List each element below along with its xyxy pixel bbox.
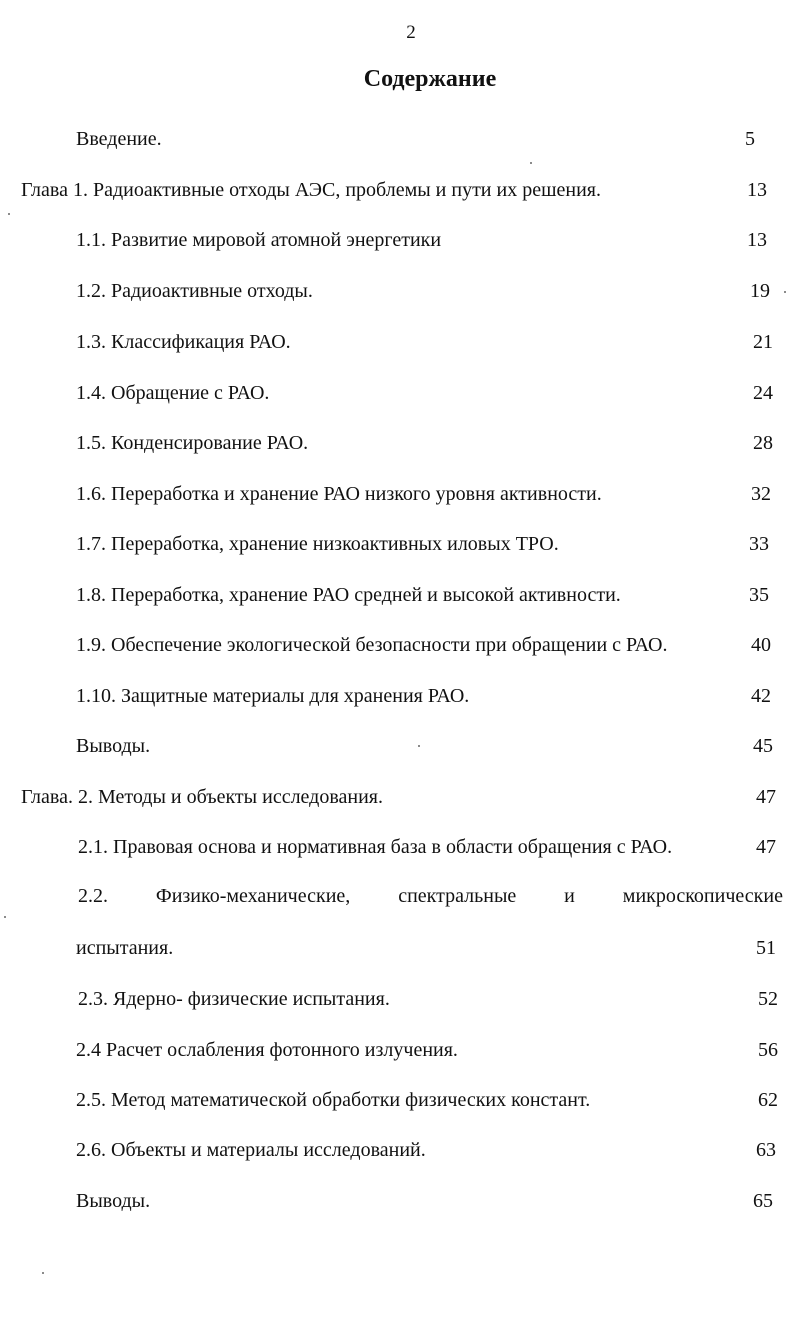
- toc-page-number: 5: [745, 128, 755, 150]
- toc-page-number: 19: [750, 280, 770, 302]
- toc-page-number: 65: [753, 1190, 773, 1212]
- scan-speck: [4, 916, 6, 918]
- toc-entry-1-7: 1.7. Переработка, хранение низкоактивных иловых ТРО.: [76, 533, 559, 555]
- toc-entry-1-9: 1.9. Обеспечение экологической безопасности при обращении с РАО.: [76, 634, 668, 656]
- scan-speck: [784, 291, 786, 293]
- toc-entry-chapter-1: Глава 1. Радиоактивные отходы АЭС, проблемы и пути их решения.: [21, 179, 601, 201]
- toc-page-number: 40: [751, 634, 771, 656]
- toc-entry-2-6: 2.6. Объекты и материалы исследований.: [76, 1139, 426, 1161]
- toc-page-number: 24: [753, 382, 773, 404]
- toc-page-number: 52: [758, 988, 778, 1010]
- toc-entry-1-2: 1.2. Радиоактивные отходы.: [76, 280, 313, 302]
- toc-page-number: 56: [758, 1039, 778, 1061]
- toc-word: спектральные: [398, 885, 517, 907]
- toc-page-number: 45: [753, 735, 773, 757]
- toc-page-number: 47: [756, 786, 776, 808]
- toc-entry-2-5: 2.5. Метод математической обработки физических констант.: [76, 1089, 591, 1111]
- toc-entry-conclusions-1: Выводы.: [76, 735, 151, 757]
- toc-entry-1-6: 1.6. Переработка и хранение РАО низкого уровня активности.: [76, 483, 602, 505]
- toc-page-number: 35: [749, 584, 769, 606]
- page-title: Содержание: [363, 66, 497, 92]
- toc-entry-1-3: 1.3. Классификация РАО.: [76, 331, 291, 353]
- toc-page-number: 47: [756, 836, 776, 858]
- scan-speck: [42, 1272, 44, 1274]
- toc-page-number: 13: [747, 179, 767, 201]
- toc-entry-1-1: 1.1. Развитие мировой атомной энергетики: [76, 229, 442, 251]
- toc-page-number: 28: [753, 432, 773, 454]
- toc-entry-1-8: 1.8. Переработка, хранение РАО средней и высокой активности.: [76, 584, 621, 606]
- toc-entry-1-5: 1.5. Конденсирование РАО.: [76, 432, 309, 454]
- toc-page-number: 42: [751, 685, 771, 707]
- toc-entry-2-3: 2.3. Ядерно- физические испытания.: [78, 988, 390, 1010]
- toc-entry-introduction: Введение.: [76, 128, 162, 150]
- toc-entry-chapter-2: Глава. 2. Методы и объекты исследования.: [21, 786, 384, 808]
- toc-page-number: 21: [753, 331, 773, 353]
- toc-page-number: 62: [758, 1089, 778, 1111]
- toc-word: Физико-механические,: [155, 885, 351, 907]
- scan-speck: [418, 745, 420, 747]
- toc-entry-2-2-line-1: [78, 884, 783, 908]
- toc-page-number: 51: [756, 937, 776, 959]
- toc-page-number: 13: [747, 229, 767, 251]
- scan-speck: [530, 162, 532, 164]
- page-number: 2: [406, 22, 416, 43]
- toc-page-number: 32: [751, 483, 771, 505]
- toc-word: микроскопические: [622, 885, 783, 907]
- toc-word: и: [564, 885, 575, 907]
- toc-entry-2-4: 2.4 Расчет ослабления фотонного излучения.: [76, 1039, 458, 1061]
- toc-entry-conclusions-2: Выводы.: [76, 1190, 151, 1212]
- toc-entry-1-10: 1.10. Защитные материалы для хранения РАО.: [76, 685, 470, 707]
- toc-page-number: 33: [749, 533, 769, 555]
- toc-entry-1-4: 1.4. Обращение с РАО.: [76, 382, 270, 404]
- toc-entry-2-1: 2.1. Правовая основа и нормативная база в области обращения с РАО.: [78, 836, 673, 858]
- toc-word: 2.2.: [78, 885, 108, 907]
- scan-speck: [8, 213, 10, 215]
- toc-entry-2-2-line-2: испытания.: [76, 937, 174, 959]
- toc-page-number: 63: [756, 1139, 776, 1161]
